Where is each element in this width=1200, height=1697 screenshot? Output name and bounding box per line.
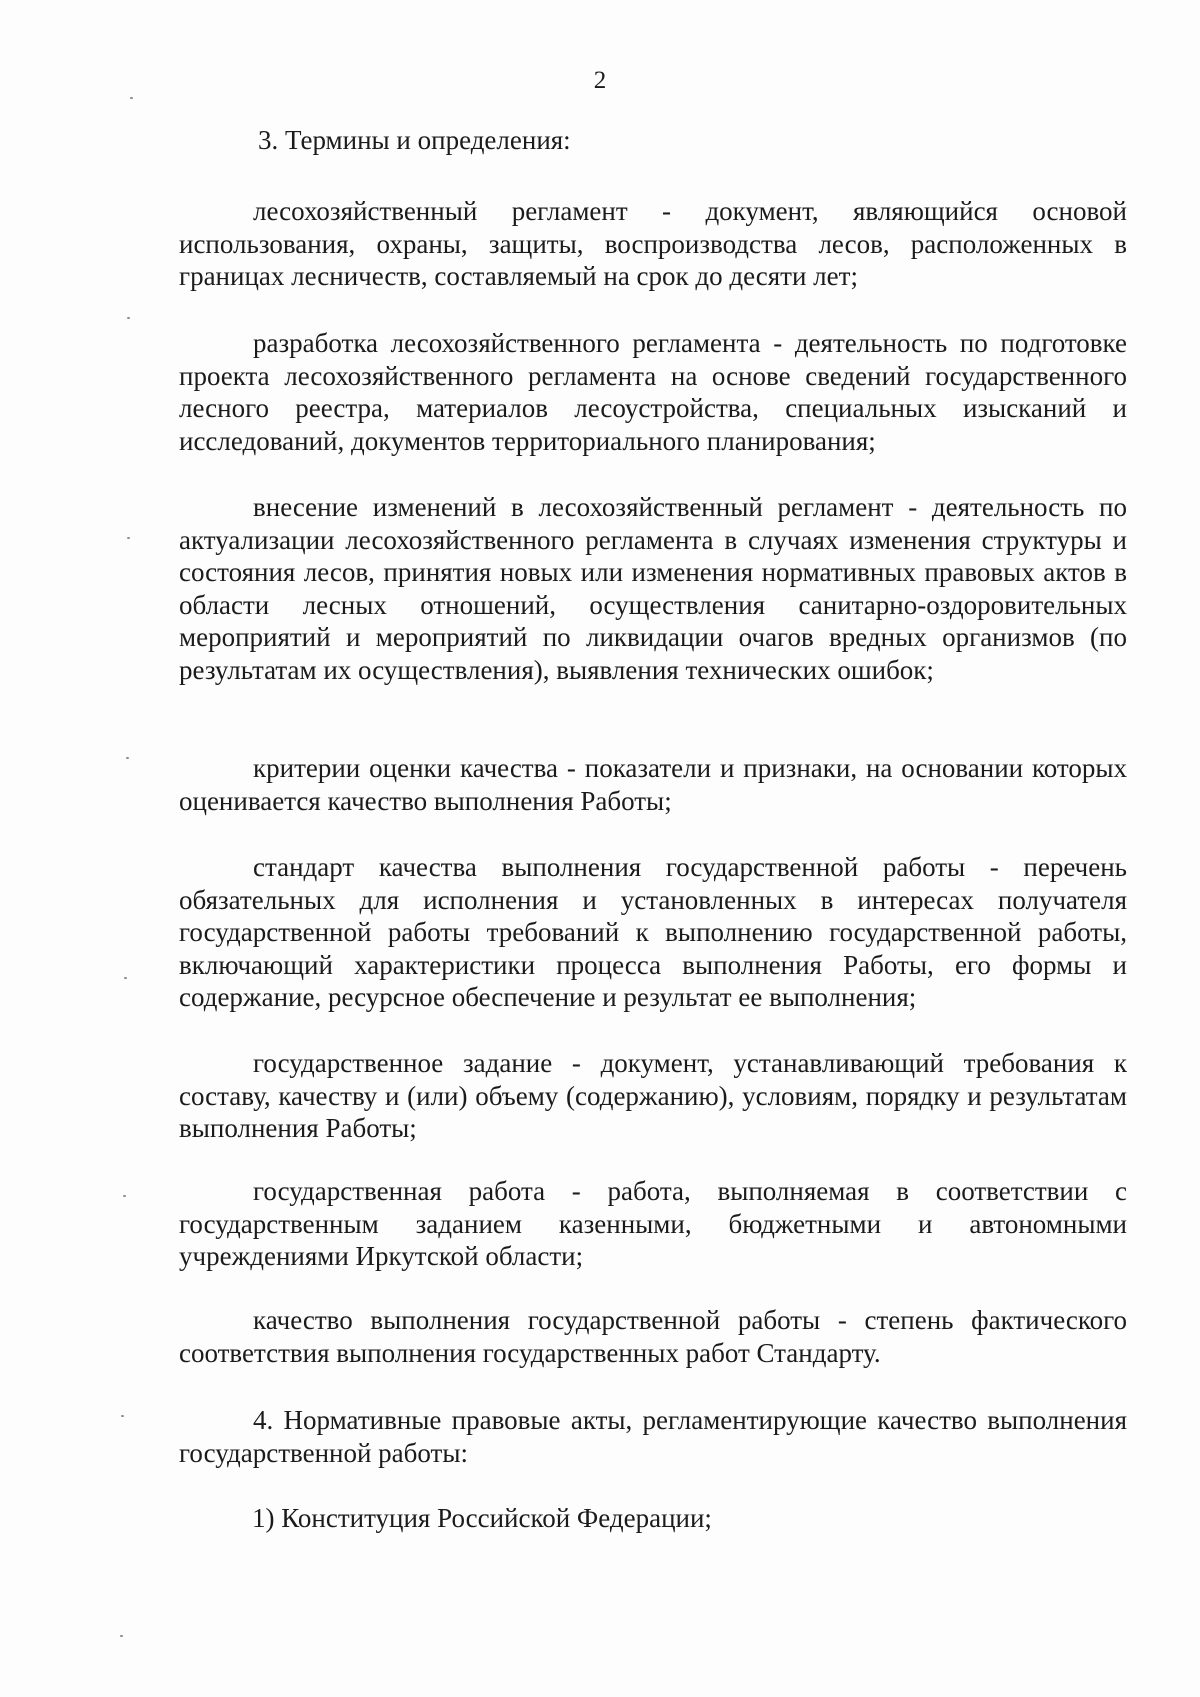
- definition-work-quality: качество выполнения государственной работы - степень фактического соответствия выполнения государственных работ Стандарту.: [179, 1305, 1127, 1368]
- definition-regulation-development: разработка лесохозяйственного регламента - деятельность по подготовке проекта лесохозяйственного регламента на основе сведений государственного лесного реестра, материалов лесоустройства, специальных изысканий и исследований, документов территориального планирования;: [179, 328, 1127, 456]
- definition-quality-criteria: критерии оценки качества - показатели и признаки, на основании которых оценивается качество выполнения Работы;: [179, 753, 1127, 816]
- page-number: 2: [593, 67, 607, 94]
- definition-state-assignment: государственное задание - документ, устанавливающий требования к составу, качеству и (или) объему (содержанию), условиям, порядку и результатам выполнения Работы;: [179, 1048, 1127, 1143]
- definition-regulation-amendment: внесение изменений в лесохозяйственный регламент - деятельность по актуализации лесохозяйственного регламента в случаях изменения структуры и состояния лесов, принятия новых или изменения нормативных правовых актов в области лесных отношений, осуществления санитарно-оздоровительных мероприятий и мероприятий по ликвидации очагов вредных организмов (по результатам их осуществления), выявления технических ошибок;: [179, 492, 1127, 685]
- section-3-heading: 3. Термины и определения:: [258, 125, 571, 155]
- section-4-intro: 4. Нормативные правовые акты, регламентирующие качество выполнения государственной работы:: [179, 1405, 1127, 1468]
- definition-quality-standard: стандарт качества выполнения государственной работы - перечень обязательных для исполнения и установленных в интересах получателя государственной работы требований к выполнению государственной работы, включающий характеристики процесса выполнения Работы, его формы и содержание, ресурсное обеспечение и результат ее выполнения;: [179, 852, 1127, 1012]
- scan-speck: [123, 1195, 126, 1197]
- scan-speck: [121, 1415, 124, 1417]
- scan-speck: [127, 317, 130, 319]
- scan-speck: [130, 97, 133, 99]
- scan-speck: [126, 757, 129, 759]
- scan-speck: [127, 537, 130, 539]
- definition-state-work: государственная работа - работа, выполняемая в соответствии с государственным заданием казенными, бюджетными и автономными учреждениями Иркутской области;: [179, 1176, 1127, 1271]
- scan-speck: [124, 977, 127, 979]
- list-item: 1) Конституция Российской Федерации;: [252, 1503, 712, 1533]
- definition-forest-regulation: лесохозяйственный регламент - документ, являющийся основой использования, охраны, защиты, воспроизводства лесов, расположенных в границах лесничеств, составляемый на срок до десяти лет;: [179, 196, 1127, 291]
- scan-speck: [120, 1635, 123, 1637]
